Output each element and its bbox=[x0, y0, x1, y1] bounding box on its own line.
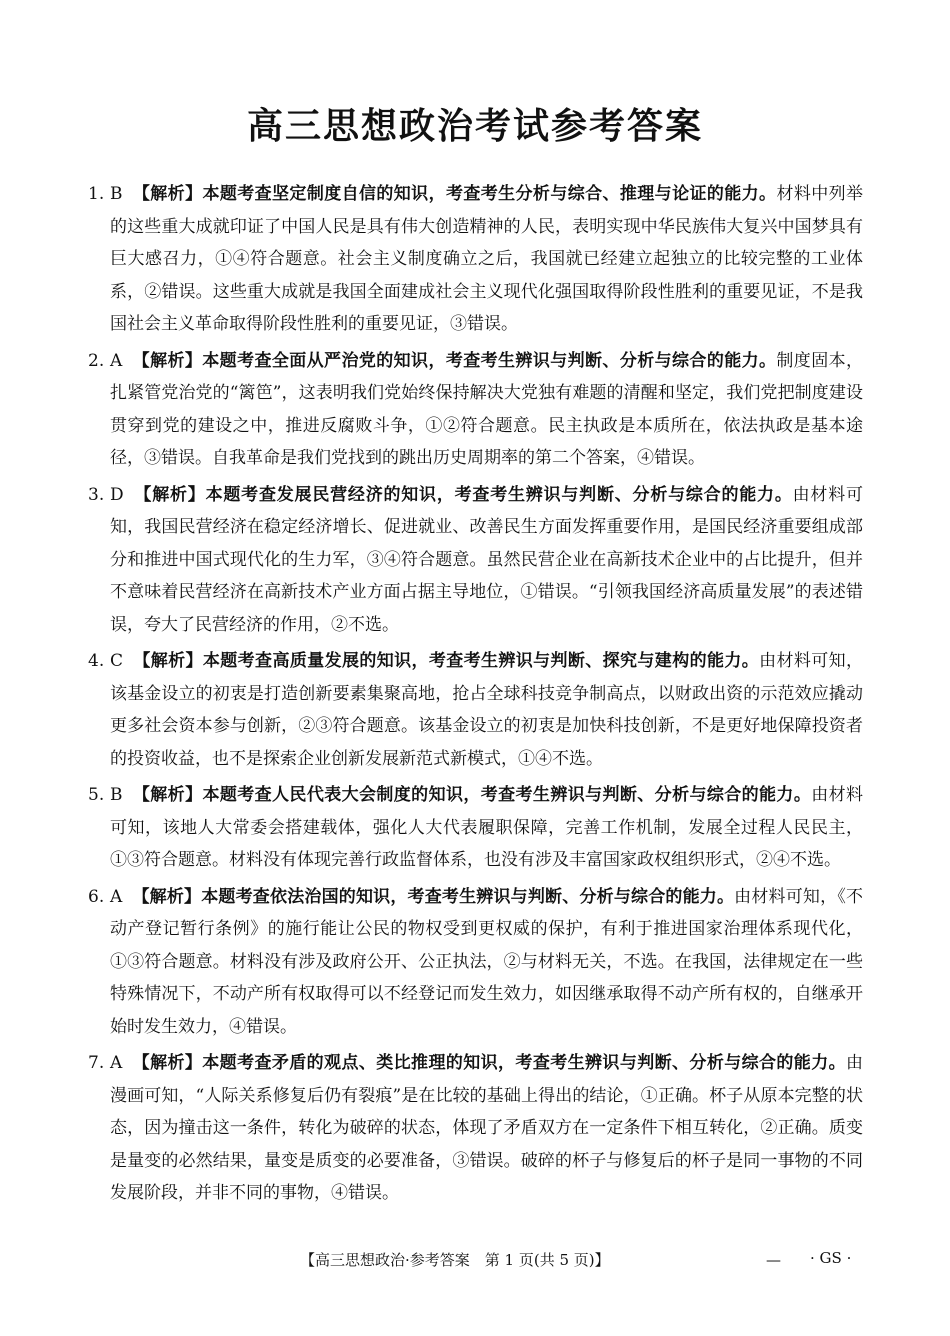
answer-item-6 bbox=[88, 881, 863, 1044]
item-analysis-body: 由材料可知，该地人大常委会搭建载体，强化人大代表履职保障，完善工作机制，发展全过程人民民主，①③符合题意。材料没有体现完善行政监督体系，也没有涉及丰富国家政权组织形式，②④不选。 bbox=[110, 785, 864, 870]
item-number: 6. bbox=[88, 886, 105, 907]
item-analysis-lead: 【解析】本题考查高质量发展的知识，考查考生辨识与判断、探究与建构的能力。 bbox=[133, 651, 760, 671]
item-number: 1. bbox=[88, 184, 105, 204]
item-analysis-body: 制度固本，扎紧管党治党的“篱笆”，这表明我们党始终保持解决大党独有难题的清醒和坚定，我们党把制度建设贯穿到党的建设之中，推进反腐败斗争，①②符合题意。民主执政是本质所在，依法执政是基本途径，③错误。自我革命是我们党找到的跳出历史周期率的第二个答案，④错误。 bbox=[110, 350, 863, 468]
item-answer: C bbox=[110, 651, 124, 671]
footer-page-info: 【高三思想政治·参考答案 第 1 页(共 5 页)】 bbox=[300, 1251, 610, 1269]
item-number: 5. bbox=[88, 785, 105, 805]
item-analysis-body: 由漫画可知，“人际关系修复后仍有裂痕”是在比较的基础上得出的结论，①正确。杯子从原本完整的状态，因为撞击这一条件，转化为破碎的状态，体现了矛盾双方在一定条件下相互转化，②正确。质变是量变的必然结果，量变是质变的必要准备，③错误。破碎的杯子与修复后的杯子是同一事物的不同发展阶段，并非不同的事物，④错误。 bbox=[110, 1053, 863, 1203]
item-answer: A bbox=[110, 350, 123, 371]
answer-item-2 bbox=[88, 345, 863, 475]
item-analysis-body: 由材料可知，《不动产登记暂行条例》的施行能让公民的物权受到更权威的保护，有利于推进国家治理体系现代化，①③符合题意。材料没有涉及政府公开、公正执法，②与材料无关，不选。在我国，法律规定在一些特殊情况下，不动产所有权取得可以不经登记而发生效力，如因继承取得不动产所有权的，自继承开始时发生效力，④错误。 bbox=[110, 886, 864, 1037]
item-analysis-lead: 【解析】本题考查依法治国的知识，考查考生辨识与判断、分析与综合的能力。 bbox=[132, 886, 735, 907]
item-analysis-lead: 【解析】本题考查矛盾的观点、类比推理的知识，考查考生辨识与判断、分析与综合的能力。 bbox=[132, 1053, 846, 1073]
item-answer: A bbox=[110, 886, 123, 907]
answer-list bbox=[88, 178, 863, 1214]
item-analysis-body: 由材料可知，我国民营经济在稳定经济增长、促进就业、改善民生方面发挥重要作用，是国民经济重要组成部分和推进中国式现代化的生力军，③④符合题意。虽然民营企业在高新技术企业中的占比提升，但并不意味着民营经济在高新技术产业方面占据主导地位，①错误。“引领我国经济高质量发展”的表述错误，夸大了民营经济的作用，②不选。 bbox=[110, 484, 864, 635]
item-analysis-lead: 【解析】本题考查坚定制度自信的知识，考查考生分析与综合、推理与论证的能力。 bbox=[132, 184, 777, 204]
item-answer: D bbox=[110, 484, 124, 505]
item-analysis-body: 材料中列举的这些重大成就印证了中国人民是具有伟大创造精神的人民，表明实现中华民族伟大复兴中国梦具有巨大感召力，①④符合题意。社会主义制度确立之后，我国就已经建立起独立的比较完整的工业体系，②错误。这些重大成就是我国全面建成社会主义现代化强国取得阶段性胜利的重要见证，不是我国社会主义革命取得阶段性胜利的重要见证，③错误。 bbox=[110, 184, 864, 334]
footer-dash: — bbox=[766, 1251, 781, 1269]
answer-item-5 bbox=[88, 779, 863, 877]
answer-item-1 bbox=[88, 178, 863, 341]
item-analysis-lead: 【解析】本题考查全面从严治党的知识，考查考生辨识与判断、分析与综合的能力。 bbox=[132, 350, 777, 371]
item-number: 3. bbox=[88, 484, 105, 505]
item-answer: B bbox=[110, 785, 123, 805]
item-analysis-lead: 【解析】本题考查发展民营经济的知识，考查考生辨识与判断、分析与综合的能力。 bbox=[133, 484, 793, 505]
footer-code: · GS · bbox=[810, 1249, 852, 1267]
item-answer: A bbox=[110, 1053, 123, 1073]
answer-item-7 bbox=[88, 1047, 863, 1210]
item-number: 7. bbox=[88, 1053, 105, 1073]
answer-item-3 bbox=[88, 479, 863, 642]
item-analysis-lead: 【解析】本题考查人民代表大会制度的知识，考查考生辨识与判断、分析与综合的能力。 bbox=[132, 785, 812, 805]
page-title: 高三思想政治考试参考答案 bbox=[246, 106, 703, 147]
item-number: 2. bbox=[88, 350, 105, 371]
item-answer: B bbox=[110, 184, 123, 204]
item-analysis-body: 由材料可知，该基金设立的初衷是打造创新要素集聚高地，抢占全球科技竞争制高点，以财政出资的示范效应撬动更多社会资本参与创新，②③符合题意。该基金设立的初衷是加快科技创新，不是更好地保障投资者的投资收益，也不是探索企业创新发展新范式新模式，①④不选。 bbox=[110, 651, 864, 769]
item-number: 4. bbox=[88, 651, 105, 671]
answer-item-4 bbox=[88, 645, 863, 775]
